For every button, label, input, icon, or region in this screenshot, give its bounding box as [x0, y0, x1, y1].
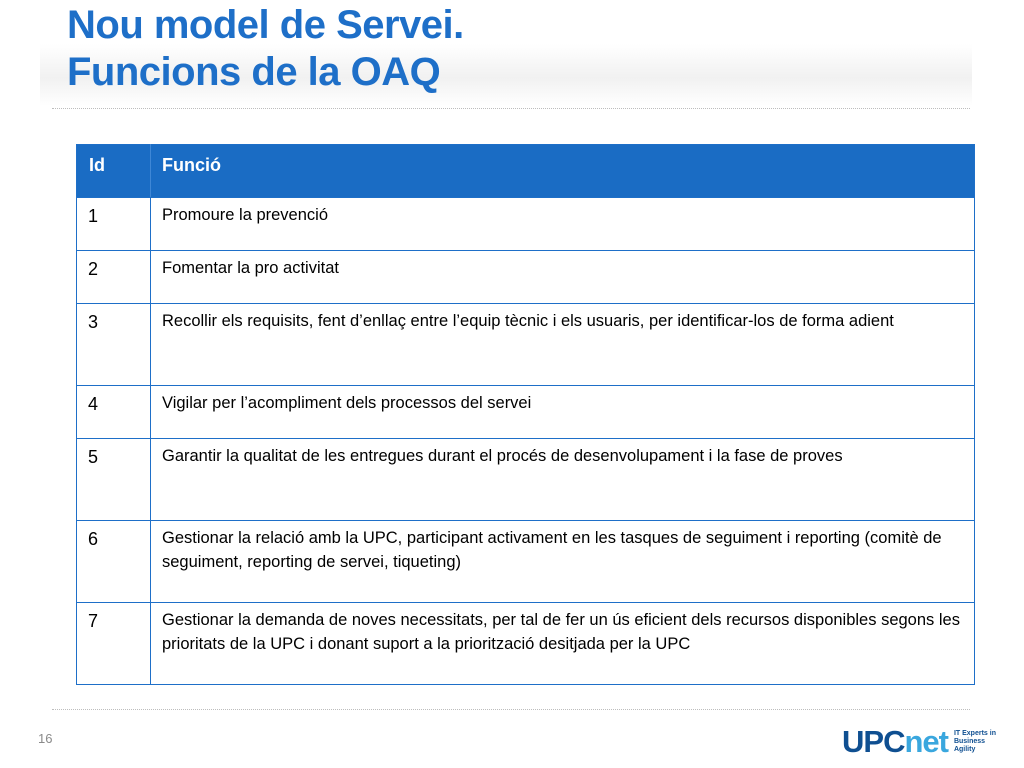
- slide-title-line-1: Nou model de Servei.: [67, 3, 464, 47]
- row-function: Recollir els requisits, fent d’enllaç entre l’equip tècnic i els usuaris, per identificar-los de forma adient: [151, 304, 975, 386]
- slide-title: [67, 2, 464, 96]
- table-header-row: [77, 145, 975, 198]
- table-row: [77, 603, 975, 685]
- row-id: 5: [77, 439, 151, 521]
- row-id: 1: [77, 198, 151, 251]
- logo-brand-main: UPC: [842, 724, 905, 759]
- footer-divider: [52, 709, 970, 710]
- slide-title-line-2: Funcions de la OAQ: [67, 50, 441, 94]
- logo-tagline-line-1: IT Experts in: [953, 730, 996, 737]
- row-id: 4: [77, 386, 151, 439]
- row-function: Fomentar la pro activitat: [151, 251, 975, 304]
- functions-table: [76, 144, 975, 685]
- row-function: Vigilar per l’acompliment dels processos del servei: [151, 386, 975, 439]
- column-header-function: Funció: [151, 145, 975, 198]
- row-id: 2: [77, 251, 151, 304]
- row-id: 6: [77, 521, 151, 603]
- row-function: Gestionar la demanda de noves necessitats, per tal de fer un ús eficient dels recursos disponibles segons les prioritats de la UPC i donant suport a la priorització desitjada per la UPC: [151, 603, 975, 685]
- table-row: [77, 198, 975, 251]
- title-divider: [52, 108, 970, 109]
- logo-brand-suffix: net: [904, 724, 948, 759]
- row-function: Garantir la qualitat de les entregues durant el procés de desenvolupament i la fase de proves: [151, 439, 975, 521]
- row-id: 7: [77, 603, 151, 685]
- table-row: [77, 251, 975, 304]
- row-function: Gestionar la relació amb la UPC, participant activament en les tasques de seguiment i reporting (comitè de seguiment, reporting de servei, tiqueting): [151, 521, 975, 603]
- logo-tagline-line-2: Business Agility: [953, 738, 986, 753]
- column-header-id: Id: [77, 145, 151, 198]
- upcnet-logo: [842, 722, 1006, 762]
- row-function: Promoure la prevenció: [151, 198, 975, 251]
- logo-wordmark: [842, 724, 948, 760]
- table-row: [77, 521, 975, 603]
- table-row: [77, 439, 975, 521]
- table-row: [77, 386, 975, 439]
- row-id: 3: [77, 304, 151, 386]
- page-number: 16: [38, 731, 53, 746]
- table-row: [77, 304, 975, 386]
- logo-tagline: [954, 730, 1006, 754]
